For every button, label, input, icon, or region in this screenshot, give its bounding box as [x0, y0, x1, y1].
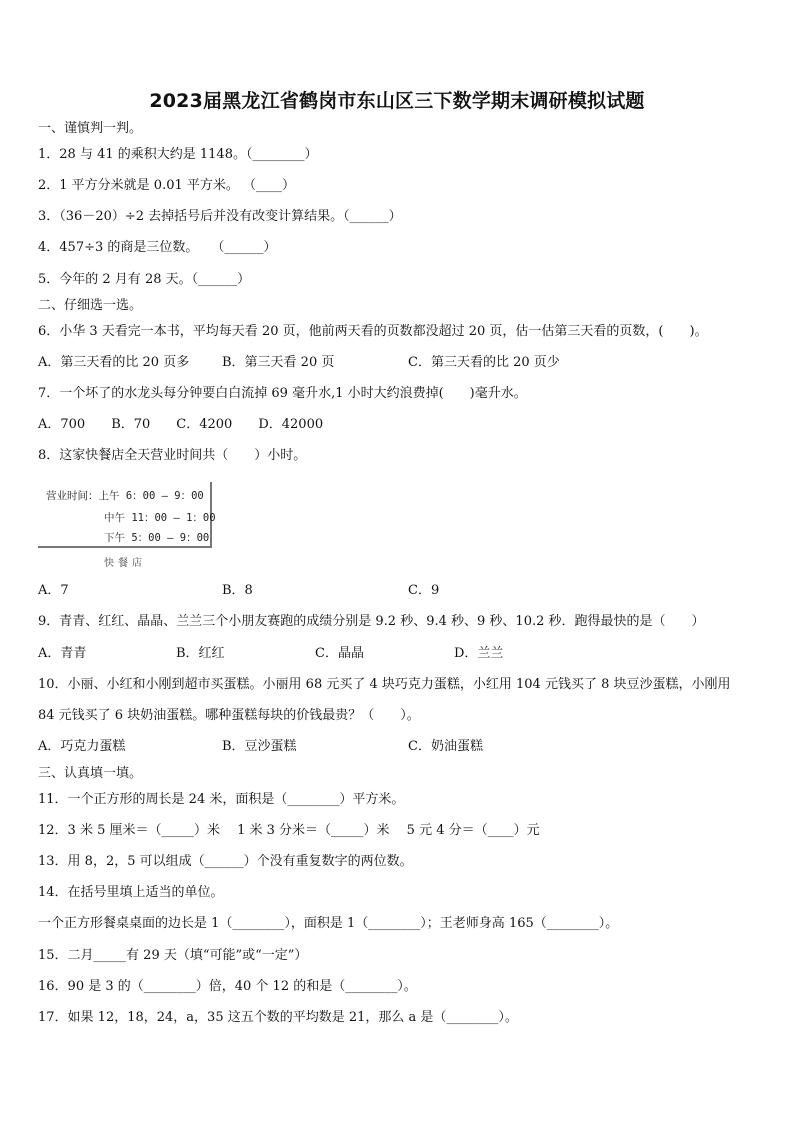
question-6-option-a: A．第三天看的比 20 页多 — [38, 355, 190, 370]
sign-row-noon: 中午 11：00 — 1：00 — [104, 512, 216, 524]
section-heading-3: 三、认真填一填。 — [38, 766, 143, 781]
question-1: 1．28 与 41 的乘积大约是 1148。（________） — [38, 147, 318, 162]
section-heading-2: 二、仔细选一选。 — [38, 298, 143, 313]
question-8-option-b: B．8 — [222, 583, 253, 598]
question-10-line-2: 84 元钱买了 6 块奶油蛋糕。哪种蛋糕每块的价钱最贵？（ ）。 — [38, 708, 420, 723]
question-16: 16．90 是 3 的（________）倍，40 个 12 的和是（________）。 — [38, 979, 417, 994]
question-6-option-c: C．第三天看的比 20 页少 — [408, 355, 560, 370]
question-14: 14．在括号里填上适当的单位。 — [38, 885, 224, 900]
question-8-option-a: A．7 — [38, 583, 69, 598]
question-9: 9．青青、红红、晶晶、兰兰三个小朋友赛跑的成绩分别是 9.2 秒、9.4 秒、9 秒、10.2 秒．跑得最快的是（ ） — [38, 614, 705, 629]
question-10-option-b: B．豆沙蛋糕 — [222, 739, 297, 754]
question-9-option-a: A．青青 — [38, 646, 87, 661]
question-6: 6．小华 3 天看完一本书，平均每天看 20 页，他前两天看的页数都没超过 20 页，估一估第三天看的页数，( )。 — [38, 324, 708, 339]
question-10-option-a: A．巧克力蛋糕 — [38, 739, 126, 754]
question-15: 15．二月_____有 29 天（填“可能”或“一定”） — [38, 948, 308, 963]
section-heading-1: 一、谨慎判一判。 — [38, 121, 143, 136]
business-hours-sign — [38, 482, 216, 546]
question-9-option-b: B．红红 — [176, 646, 225, 661]
sign-row-evening: 下午 5：00 — 9：00 — [104, 532, 210, 544]
question-2: 2．1 平方分米就是 0.01 平方米。 （____） — [38, 178, 296, 193]
question-11: 11．一个正方形的周长是 24 米，面积是（________）平方米。 — [38, 792, 405, 807]
question-10-option-c: C．奶油蛋糕 — [408, 739, 483, 754]
question-4: 4．457÷3 的商是三位数。 （______） — [38, 240, 277, 255]
question-5: 5．今年的 2 月有 28 天。（______） — [38, 272, 251, 287]
question-7-options: A．700 B．70 C．4200 D．42000 — [38, 417, 324, 432]
page-title: 2023届黑龙江省鹤岗市东山区三下数学期末调研模拟试题 — [149, 90, 645, 112]
question-13: 13．用 8，2，5 可以组成（______）个没有重复数字的两位数。 — [38, 854, 413, 869]
sign-caption: 快餐店 — [104, 558, 146, 569]
sign-row-morning: 营业时间：上午 6：00 — 9：00 — [46, 490, 204, 502]
question-10-line-1: 10．小丽、小红和小刚到超市买蛋糕。小丽用 68 元买了 4 块巧克力蛋糕，小红用 104 元钱买了 8 块豆沙蛋糕，小刚用 — [38, 677, 731, 692]
question-7: 7．一个坏了的水龙头每分钟要白白流掉 69 毫升水,1 小时大约浪费掉( )毫升水。 — [38, 386, 527, 401]
question-8: 8．这家快餐店全天营业时间共（ ）小时。 — [38, 448, 307, 463]
question-9-option-d: D．兰兰 — [454, 646, 504, 661]
question-12: 12．3 米 5 厘米＝（_____）米 1 米 3 分米＝（_____）米 5 元 4 分＝（____）元 — [38, 823, 540, 838]
question-3: 3．（36－20）÷2 去掉括号后并没有改变计算结果。（______） — [38, 209, 402, 224]
question-6-option-b: B．第三天看 20 页 — [222, 355, 335, 370]
question-17: 17．如果 12，18，24，a，35 这五个数的平均数是 21，那么 a 是（________）。 — [38, 1010, 518, 1025]
question-9-option-c: C．晶晶 — [315, 646, 364, 661]
question-8-option-c: C．9 — [408, 583, 440, 598]
question-14-line-2: 一个正方形餐桌桌面的边长是 1（________），面积是 1（________）；王老师身高 165（________）。 — [38, 916, 619, 931]
